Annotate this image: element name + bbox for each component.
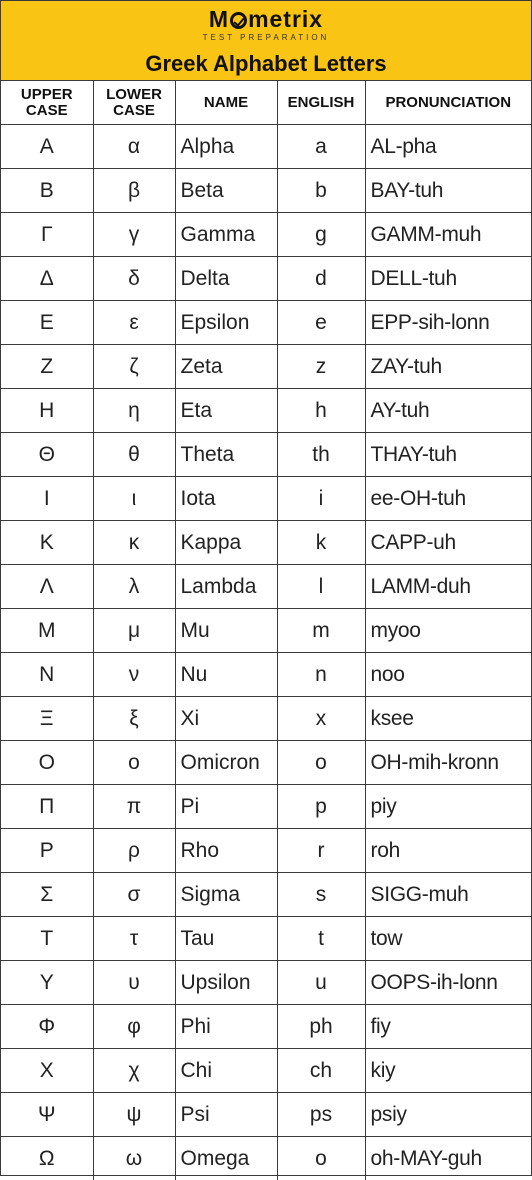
header-lower-case bbox=[93, 81, 175, 125]
table-row bbox=[1, 257, 531, 301]
table-header-row bbox=[1, 81, 531, 125]
table-row bbox=[1, 521, 531, 565]
letter-name: Phi bbox=[175, 1005, 277, 1049]
letter-name: Delta bbox=[175, 257, 277, 301]
lower-case-letter: ω bbox=[93, 1137, 175, 1180]
letter-name: Epsilon bbox=[175, 301, 277, 345]
lower-case-letter: ρ bbox=[93, 829, 175, 873]
letter-name: Beta bbox=[175, 169, 277, 213]
english-equivalent: th bbox=[277, 433, 365, 477]
letter-name: Mu bbox=[175, 609, 277, 653]
table-row bbox=[1, 1049, 531, 1093]
header-lower-line1: LOWER bbox=[106, 86, 162, 103]
upper-case-letter: Β bbox=[1, 169, 93, 213]
english-equivalent: n bbox=[277, 653, 365, 697]
upper-case-letter: Ω bbox=[1, 1137, 93, 1180]
table-row bbox=[1, 1005, 531, 1049]
upper-case-letter: Μ bbox=[1, 609, 93, 653]
table-row bbox=[1, 345, 531, 389]
lower-case-letter: ι bbox=[93, 477, 175, 521]
upper-case-letter: Π bbox=[1, 785, 93, 829]
pronunciation: AL-pha bbox=[365, 125, 531, 169]
letter-name: Kappa bbox=[175, 521, 277, 565]
pronunciation: SIGG-muh bbox=[365, 873, 531, 917]
english-equivalent: d bbox=[277, 257, 365, 301]
pronunciation: ee-OH-tuh bbox=[365, 477, 531, 521]
upper-case-letter: Λ bbox=[1, 565, 93, 609]
upper-case-letter: Ν bbox=[1, 653, 93, 697]
english-equivalent: e bbox=[277, 301, 365, 345]
table-row bbox=[1, 653, 531, 697]
letter-name: Upsilon bbox=[175, 961, 277, 1005]
table-row bbox=[1, 1137, 531, 1180]
pronunciation: LAMM-duh bbox=[365, 565, 531, 609]
lower-case-letter: ξ bbox=[93, 697, 175, 741]
header-name: NAME bbox=[175, 81, 277, 125]
upper-case-letter: Ι bbox=[1, 477, 93, 521]
english-equivalent: m bbox=[277, 609, 365, 653]
english-equivalent: ps bbox=[277, 1093, 365, 1137]
header-upper-case bbox=[1, 81, 93, 125]
pronunciation: CAPP-uh bbox=[365, 521, 531, 565]
lower-case-letter: υ bbox=[93, 961, 175, 1005]
logo-tagline: TEST PREPARATION bbox=[1, 33, 531, 42]
letter-name: Zeta bbox=[175, 345, 277, 389]
lower-case-letter: ν bbox=[93, 653, 175, 697]
upper-case-letter: Χ bbox=[1, 1049, 93, 1093]
letter-name: Lambda bbox=[175, 565, 277, 609]
lower-case-letter: γ bbox=[93, 213, 175, 257]
table-row bbox=[1, 829, 531, 873]
lower-case-letter: κ bbox=[93, 521, 175, 565]
lower-case-letter: ζ bbox=[93, 345, 175, 389]
english-equivalent: s bbox=[277, 873, 365, 917]
english-equivalent: z bbox=[277, 345, 365, 389]
letter-name: Chi bbox=[175, 1049, 277, 1093]
pronunciation: kiy bbox=[365, 1049, 531, 1093]
lower-case-letter: χ bbox=[93, 1049, 175, 1093]
table-row bbox=[1, 785, 531, 829]
pronunciation: tow bbox=[365, 917, 531, 961]
letter-name: Eta bbox=[175, 389, 277, 433]
pronunciation: AY-tuh bbox=[365, 389, 531, 433]
logo-text-start: M bbox=[209, 7, 229, 31]
english-equivalent: l bbox=[277, 565, 365, 609]
lower-case-letter: σ bbox=[93, 873, 175, 917]
english-equivalent: k bbox=[277, 521, 365, 565]
letter-name: Alpha bbox=[175, 125, 277, 169]
upper-case-letter: Ψ bbox=[1, 1093, 93, 1137]
table-row bbox=[1, 477, 531, 521]
upper-case-letter: Α bbox=[1, 125, 93, 169]
pronunciation: GAMM-muh bbox=[365, 213, 531, 257]
table-row bbox=[1, 565, 531, 609]
pronunciation: fiy bbox=[365, 1005, 531, 1049]
pronunciation: psiy bbox=[365, 1093, 531, 1137]
pronunciation: oh-MAY-guh bbox=[365, 1137, 531, 1180]
english-equivalent: o bbox=[277, 1137, 365, 1180]
table-row bbox=[1, 1093, 531, 1137]
letter-name: Tau bbox=[175, 917, 277, 961]
english-equivalent: ch bbox=[277, 1049, 365, 1093]
lower-case-letter: ψ bbox=[93, 1093, 175, 1137]
alphabet-table bbox=[1, 81, 531, 1180]
upper-case-letter: Ρ bbox=[1, 829, 93, 873]
upper-case-letter: Γ bbox=[1, 213, 93, 257]
table-row bbox=[1, 917, 531, 961]
letter-name: Xi bbox=[175, 697, 277, 741]
lower-case-letter: θ bbox=[93, 433, 175, 477]
letter-name: Sigma bbox=[175, 873, 277, 917]
english-equivalent: r bbox=[277, 829, 365, 873]
pronunciation: ksee bbox=[365, 697, 531, 741]
pronunciation: BAY-tuh bbox=[365, 169, 531, 213]
upper-case-letter: Ε bbox=[1, 301, 93, 345]
chart-header bbox=[1, 1, 531, 81]
english-equivalent: o bbox=[277, 741, 365, 785]
header-upper-line2: CASE bbox=[26, 102, 68, 119]
lower-case-letter: λ bbox=[93, 565, 175, 609]
pronunciation: OH-mih-kronn bbox=[365, 741, 531, 785]
letter-name: Nu bbox=[175, 653, 277, 697]
table-row bbox=[1, 741, 531, 785]
pronunciation: EPP-sih-lonn bbox=[365, 301, 531, 345]
english-equivalent: t bbox=[277, 917, 365, 961]
upper-case-letter: Θ bbox=[1, 433, 93, 477]
upper-case-letter: Ξ bbox=[1, 697, 93, 741]
english-equivalent: ph bbox=[277, 1005, 365, 1049]
lower-case-letter: φ bbox=[93, 1005, 175, 1049]
pronunciation: OOPS-ih-lonn bbox=[365, 961, 531, 1005]
lower-case-letter: μ bbox=[93, 609, 175, 653]
table-row bbox=[1, 873, 531, 917]
upper-case-letter: Ζ bbox=[1, 345, 93, 389]
lower-case-letter: δ bbox=[93, 257, 175, 301]
table-row bbox=[1, 697, 531, 741]
upper-case-letter: Κ bbox=[1, 521, 93, 565]
pronunciation: THAY-tuh bbox=[365, 433, 531, 477]
letter-name: Gamma bbox=[175, 213, 277, 257]
pronunciation: ZAY-tuh bbox=[365, 345, 531, 389]
table-row bbox=[1, 389, 531, 433]
upper-case-letter: Φ bbox=[1, 1005, 93, 1049]
table-row bbox=[1, 213, 531, 257]
table-row bbox=[1, 433, 531, 477]
upper-case-letter: Υ bbox=[1, 961, 93, 1005]
lower-case-letter: ε bbox=[93, 301, 175, 345]
pronunciation: roh bbox=[365, 829, 531, 873]
upper-case-letter: Ο bbox=[1, 741, 93, 785]
page-title: Greek Alphabet Letters bbox=[1, 51, 531, 77]
lower-case-letter: η bbox=[93, 389, 175, 433]
upper-case-letter: Σ bbox=[1, 873, 93, 917]
mometrix-logo bbox=[209, 7, 323, 31]
letter-name: Omicron bbox=[175, 741, 277, 785]
table-row bbox=[1, 301, 531, 345]
table-row bbox=[1, 609, 531, 653]
lower-case-letter: β bbox=[93, 169, 175, 213]
english-equivalent: p bbox=[277, 785, 365, 829]
english-equivalent: i bbox=[277, 477, 365, 521]
logo-text-end: metrix bbox=[248, 7, 323, 31]
upper-case-letter: Δ bbox=[1, 257, 93, 301]
english-equivalent: u bbox=[277, 961, 365, 1005]
header-lower-line2: CASE bbox=[113, 102, 155, 119]
table-row bbox=[1, 961, 531, 1005]
pronunciation: piy bbox=[365, 785, 531, 829]
upper-case-letter: Τ bbox=[1, 917, 93, 961]
letter-name: Theta bbox=[175, 433, 277, 477]
english-equivalent: x bbox=[277, 697, 365, 741]
pronunciation: noo bbox=[365, 653, 531, 697]
letter-name: Pi bbox=[175, 785, 277, 829]
letter-name: Omega bbox=[175, 1137, 277, 1180]
header-upper-line1: UPPER bbox=[21, 86, 73, 103]
lower-case-letter: π bbox=[93, 785, 175, 829]
letter-name: Rho bbox=[175, 829, 277, 873]
english-equivalent: g bbox=[277, 213, 365, 257]
pronunciation: DELL-tuh bbox=[365, 257, 531, 301]
lower-case-letter: α bbox=[93, 125, 175, 169]
checkmark-circle-icon bbox=[230, 12, 247, 29]
table-row bbox=[1, 125, 531, 169]
lower-case-letter: τ bbox=[93, 917, 175, 961]
letter-name: Iota bbox=[175, 477, 277, 521]
letter-name: Psi bbox=[175, 1093, 277, 1137]
english-equivalent: a bbox=[277, 125, 365, 169]
english-equivalent: h bbox=[277, 389, 365, 433]
upper-case-letter: Η bbox=[1, 389, 93, 433]
pronunciation: myoo bbox=[365, 609, 531, 653]
header-english: ENGLISH bbox=[277, 81, 365, 125]
english-equivalent: b bbox=[277, 169, 365, 213]
header-pronunciation: PRONUNCIATION bbox=[365, 81, 531, 125]
table-row bbox=[1, 169, 531, 213]
lower-case-letter: ο bbox=[93, 741, 175, 785]
